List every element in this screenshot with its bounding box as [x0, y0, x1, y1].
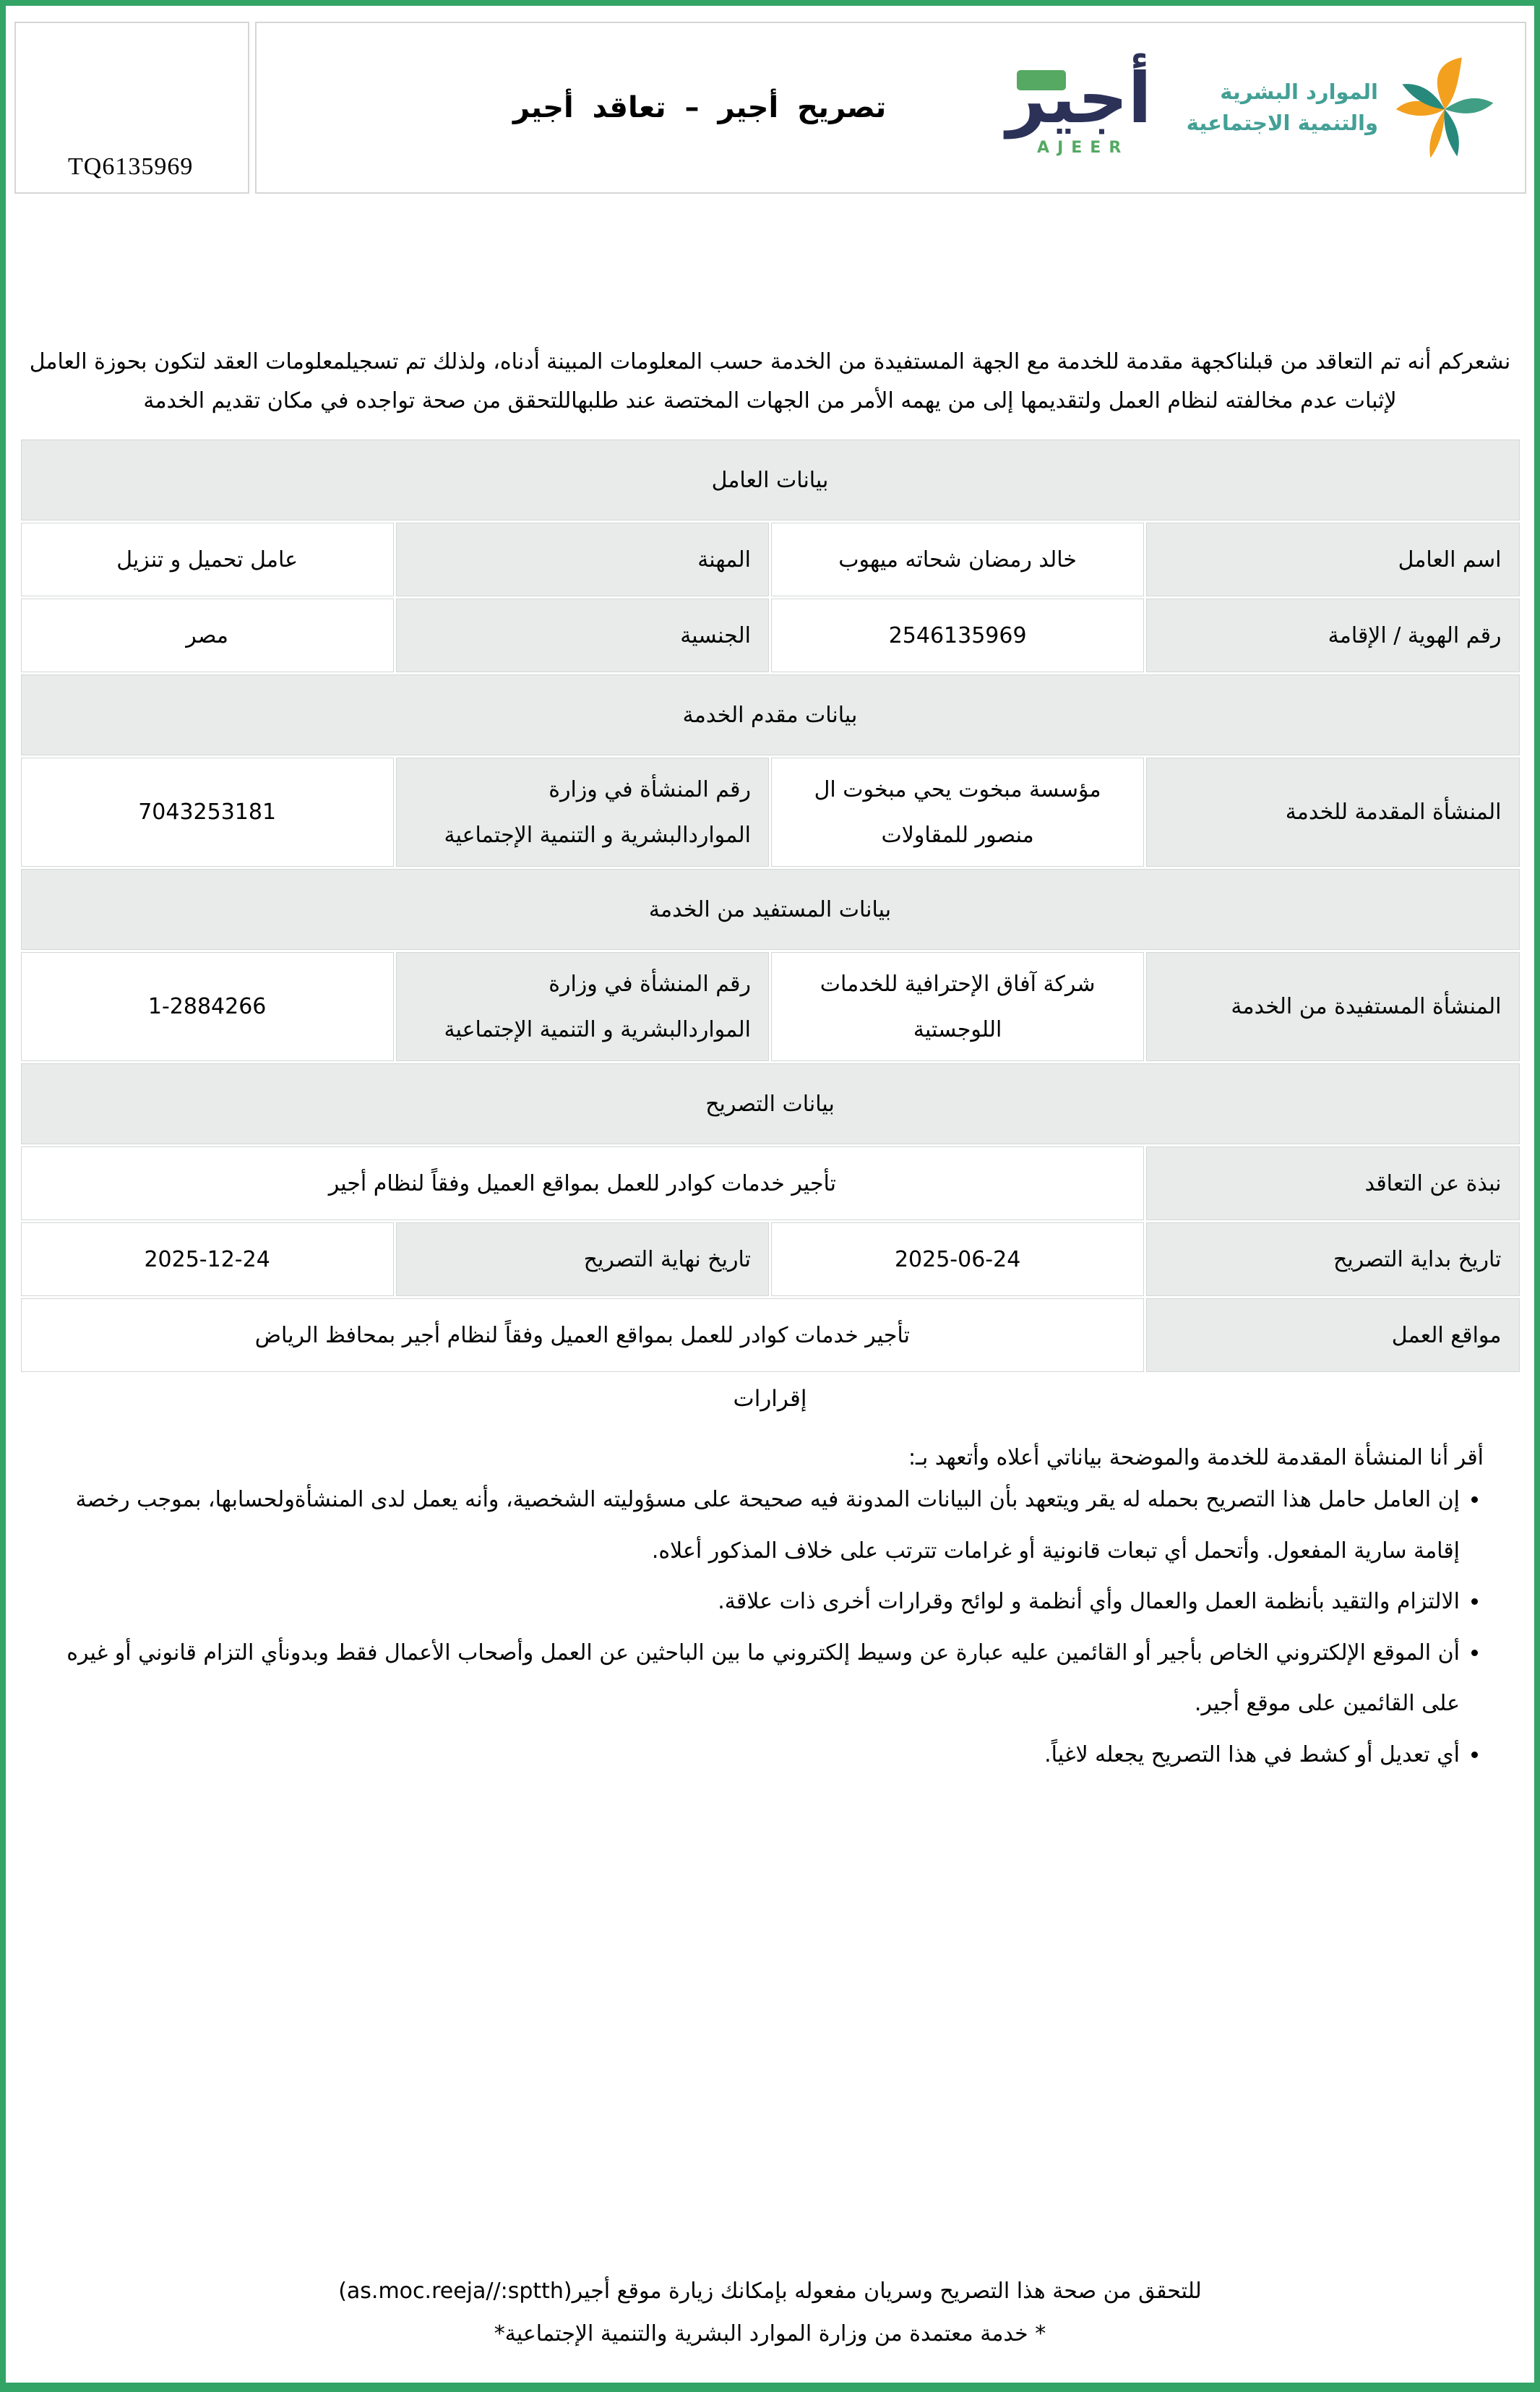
section-title-provider: بيانات مقدم الخدمة [21, 674, 1520, 755]
intro-paragraph: نشعركم أنه تم التعاقد من قبلناكجهة مقدمة للخدمة مع الجهة المستفيدة من الخدمة حسب المعلومات المبينة أدناه، ولذلك تم تسجيلمعلومات العقد لتكون بحوزة العامل لإثبات عدم مخالفته لنظام العمل ولتقديمها إلى من يهمه الأمر من الجهات المختصة عند طلبهاللتحقق من صحة تواجده في مكان تقديم الخدمة [29, 349, 1511, 413]
declarations-list [24, 1475, 1516, 1780]
start-date-label: تاريخ بداية التصريح [1146, 1222, 1519, 1296]
page-title: تصريح أجير – تعاقد أجير [513, 91, 887, 124]
ministry-name-line2: والتنمية الاجتماعية [1186, 111, 1378, 135]
beneficiary-establishment-value: شركة آفاق الإحترافية للخدمات اللوجستية [771, 952, 1144, 1061]
provider-number-label: رقم المنشأة في وزارة المواردالبشرية و التنمية الإجتماعية [396, 758, 769, 867]
section-row-permit [21, 1063, 1520, 1144]
ajeer-logo-arabic: أجير [1006, 58, 1152, 140]
profession-label: المهنة [396, 523, 769, 596]
ministry-name [1187, 77, 1378, 140]
section-row-provider [21, 674, 1520, 755]
permit-number: TQ6135969 [68, 153, 194, 180]
work-locations-label: مواقع العمل [1146, 1298, 1519, 1372]
permit-number-box [14, 22, 249, 194]
provider-establishment-value: مؤسسة مبخوت يحي مبخوت ال منصور للمقاولات [771, 758, 1144, 867]
profession-value: عامل تحميل و تنزيل [21, 523, 394, 596]
worker-name-label: اسم العامل [1146, 523, 1519, 596]
section-title-permit: بيانات التصريح [21, 1063, 1520, 1144]
ajeer-logo [1007, 59, 1152, 156]
table-row [21, 952, 1520, 1061]
header-box [255, 22, 1526, 194]
table-row [21, 523, 1520, 596]
declarations-intro: أقر أنا المنشأة المقدمة للخدمة والموضحة بياناتي أعلاه وأتعهد بـ: [908, 1445, 1484, 1470]
ajeer-logo-latin: AJEER [1037, 138, 1130, 157]
logos [1007, 53, 1500, 163]
footer [6, 2279, 1534, 2364]
declaration-item: • أي تعديل أو كشط في هذا التصريح يجعله لاغياً. [53, 1730, 1460, 1781]
start-date-value: 2025-06-24 [771, 1222, 1144, 1296]
contract-summary-label: نبذة عن التعاقد [1146, 1146, 1519, 1220]
nationality-label: الجنسية [396, 599, 769, 672]
ministry-name-line1: الموارد البشرية [1220, 79, 1378, 104]
id-number-label: رقم الهوية / الإقامة [1146, 599, 1519, 672]
declaration-item: • أن الموقع الإلكتروني الخاص بأجير أو القائمين عليه عبارة عن وسيط إلكتروني ما بين الباحثين عن العمل وأصحاب الأعمال فقط وبدونأي التزام قانوني أو غيره على القائمين على موقع أجير. [53, 1628, 1460, 1730]
declarations-section [24, 1386, 1516, 1780]
table-row [21, 1298, 1520, 1372]
provider-number-value: 7043253181 [21, 758, 394, 867]
table-row [21, 1222, 1520, 1296]
verification-note: للتحقق من صحة هذا التصريح وسريان مفعوله بإمكانك زيارة موقع أجير(as.moc.reeja//:sptth) [338, 2279, 1202, 2304]
declaration-item: • الالتزام والتقيد بأنظمة العمل والعمال وأي أنظمة و لوائح وقرارات أخرى ذات علاقة. [53, 1577, 1460, 1628]
beneficiary-establishment-label: المنشأة المستفيدة من الخدمة [1146, 952, 1519, 1061]
table-row [21, 1146, 1520, 1220]
declaration-item: • إن العامل حامل هذا التصريح بحمله له يقر ويتعهد بأن البيانات المدونة فيه صحيحة على مسؤوليته الشخصية، وأنه يعمل لدى المنشأةولحسابها، بموجب رخصة إقامة سارية المفعول. وأتحمل أي تبعات قانونية أو غرامات تترتب على خلاف المذكور أعلاه. [53, 1475, 1460, 1577]
beneficiary-number-value: 1-2884266 [21, 952, 394, 1061]
header [14, 22, 1526, 194]
approval-note: * خدمة معتمدة من وزارة الموارد البشرية والتنمية الإجتماعية* [494, 2321, 1046, 2346]
end-date-label: تاريخ نهاية التصريح [396, 1222, 769, 1296]
table-row [21, 599, 1520, 672]
id-number-value: 2546135969 [771, 599, 1144, 672]
section-title-beneficiary: بيانات المستفيد من الخدمة [21, 869, 1520, 950]
ministry-logo [1187, 53, 1500, 163]
ministry-palm-icon [1390, 53, 1500, 163]
contract-summary-value: تأجير خدمات كوادر للعمل بمواقع العميل وفقاً لنظام أجير [21, 1146, 1145, 1220]
permit-table [19, 437, 1522, 1374]
declarations-title: إقرارات [733, 1386, 807, 1412]
table-row [21, 758, 1520, 867]
nationality-value: مصر [21, 599, 394, 672]
section-row-worker [21, 440, 1520, 520]
worker-name-value: خالد رمضان شحاته ميهوب [771, 523, 1144, 596]
section-row-beneficiary [21, 869, 1520, 950]
provider-establishment-label: المنشأة المقدمة للخدمة [1146, 758, 1519, 867]
work-locations-value: تأجير خدمات كوادر للعمل بمواقع العميل وفقاً لنظام أجير بمحافظ الرياض [21, 1298, 1145, 1372]
end-date-value: 2025-12-24 [21, 1222, 394, 1296]
section-title-worker: بيانات العامل [21, 440, 1520, 520]
beneficiary-number-label: رقم المنشأة في وزارة المواردالبشرية و التنمية الإجتماعية [396, 952, 769, 1061]
